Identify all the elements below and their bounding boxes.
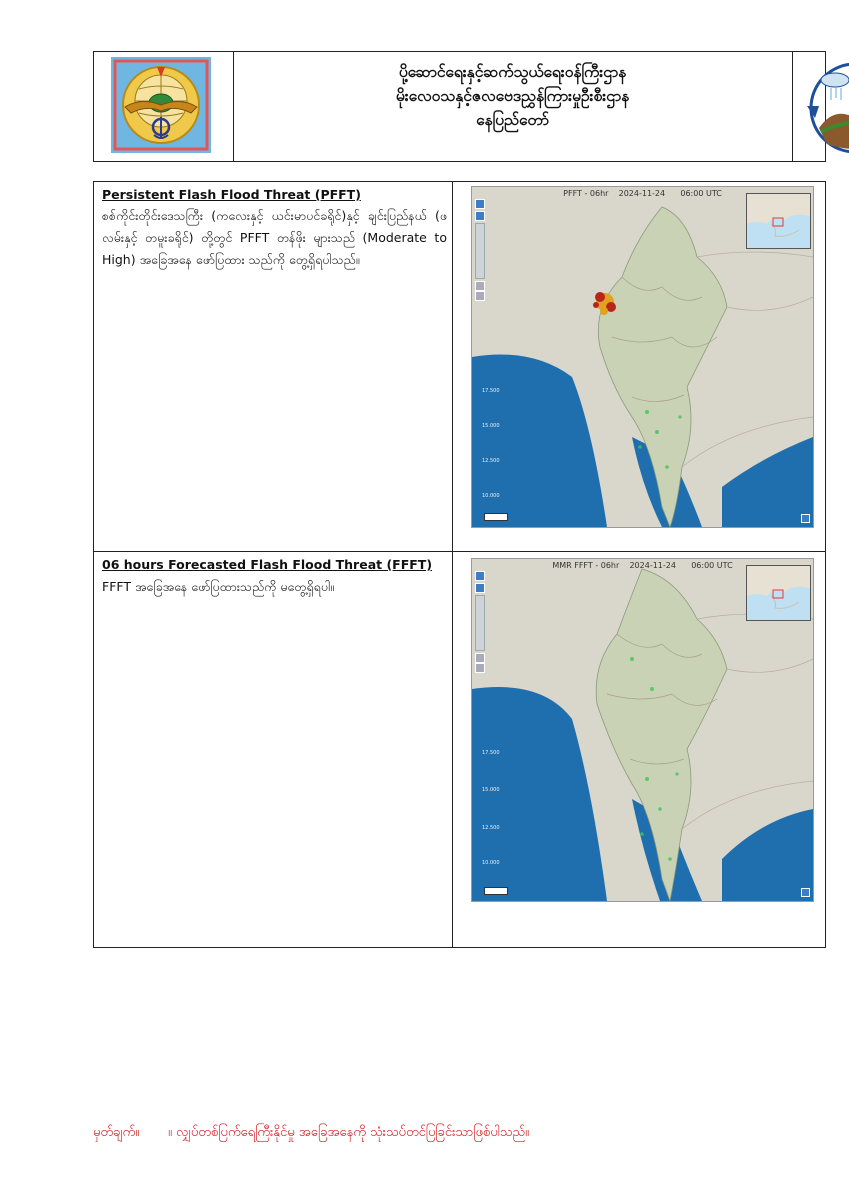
document-header — [93, 51, 826, 162]
zoom-slider[interactable] — [475, 595, 485, 651]
svg-text:12.500: 12.500 — [482, 825, 500, 831]
pan-button[interactable] — [475, 281, 485, 291]
ministry-emblem-logo — [111, 57, 211, 153]
ministry-logo-cell — [94, 52, 234, 161]
pfft-description: စစ်ကိုင်းတိုင်းဒေသကြီး (ကလေးနှင့် ယင်းမာပင်ခရိုင်)နှင့် ချင်းပြည်နယ် (ဖလမ်းနှင့် တမူးခရိုင်) တို့တွင် PFFT တန်ဖိုး များသည် (Moderate to High) အခြေအနေ ဖော်ပြထား သည်ကို တွေ့ရှိရပါသည်။ — [102, 208, 447, 267]
zoom-in-button[interactable] — [475, 199, 485, 209]
map-info-button[interactable] — [801, 888, 810, 897]
svg-text:15.000: 15.000 — [482, 423, 500, 429]
zoom-slider[interactable] — [475, 223, 485, 279]
svg-text:17.500: 17.500 — [482, 750, 500, 756]
map-scale-bar — [484, 887, 508, 895]
flood-threat-table — [93, 181, 826, 948]
pan-button[interactable] — [475, 653, 485, 663]
svg-text:10.000: 10.000 — [482, 860, 500, 866]
location-title: နေပြည်တော် — [476, 111, 549, 129]
zoom-out-button[interactable] — [475, 211, 485, 221]
department-logo-cell — [792, 52, 825, 161]
ffft-heading: 06 hours Forecasted Flash Flood Threat (FFFT) — [102, 557, 433, 572]
row-divider — [94, 551, 825, 552]
ffft-map-caption: MMR FFFT - 06hr 2024-11-24 06:00 UTC — [552, 561, 733, 570]
reset-view-button[interactable] — [475, 291, 485, 301]
pfft-map — [471, 186, 814, 528]
zoom-in-button[interactable] — [475, 571, 485, 581]
hydrological-cycle-logo — [803, 58, 849, 156]
ffft-map — [471, 558, 814, 902]
pfft-heading: Persistent Flash Flood Threat (PFFT) — [102, 187, 361, 202]
zoom-out-button[interactable] — [475, 583, 485, 593]
svg-text:15.000: 15.000 — [482, 787, 500, 793]
department-title: မိုးလေဝသနှင့်ဇလဗေဒညွှန်ကြားမှုဦးစီးဌာန — [395, 87, 630, 105]
svg-text:17.500: 17.500 — [482, 388, 500, 394]
overview-inset-map — [746, 565, 811, 621]
footer-note: မှတ်ချက်။ ။ လျှပ်တစ်ပြက်ရေကြီးနိုင်မှု အခြေအနေကို သုံးသပ်တင်ပြခြင်းသာဖြစ်ပါသည်။ — [93, 1125, 529, 1140]
ministry-title: ပို့ဆောင်ရေးနှင့်ဆက်သွယ်ရေးဝန်ကြီးဌာန — [398, 63, 627, 81]
map-info-button[interactable] — [801, 514, 810, 523]
column-divider — [452, 182, 453, 947]
map-scale-bar — [484, 513, 508, 521]
svg-text:12.500: 12.500 — [482, 458, 500, 464]
reset-view-button[interactable] — [475, 663, 485, 673]
pfft-map-caption: PFFT - 06hr 2024-11-24 06:00 UTC — [563, 189, 722, 198]
svg-text:10.000: 10.000 — [482, 493, 500, 499]
ffft-description: FFFT အခြေအနေ ဖော်ပြထားသည်ကို မတွေ့ရှိရပါ။ — [102, 579, 334, 594]
overview-inset-map — [746, 193, 811, 249]
header-title-cell — [233, 52, 793, 161]
